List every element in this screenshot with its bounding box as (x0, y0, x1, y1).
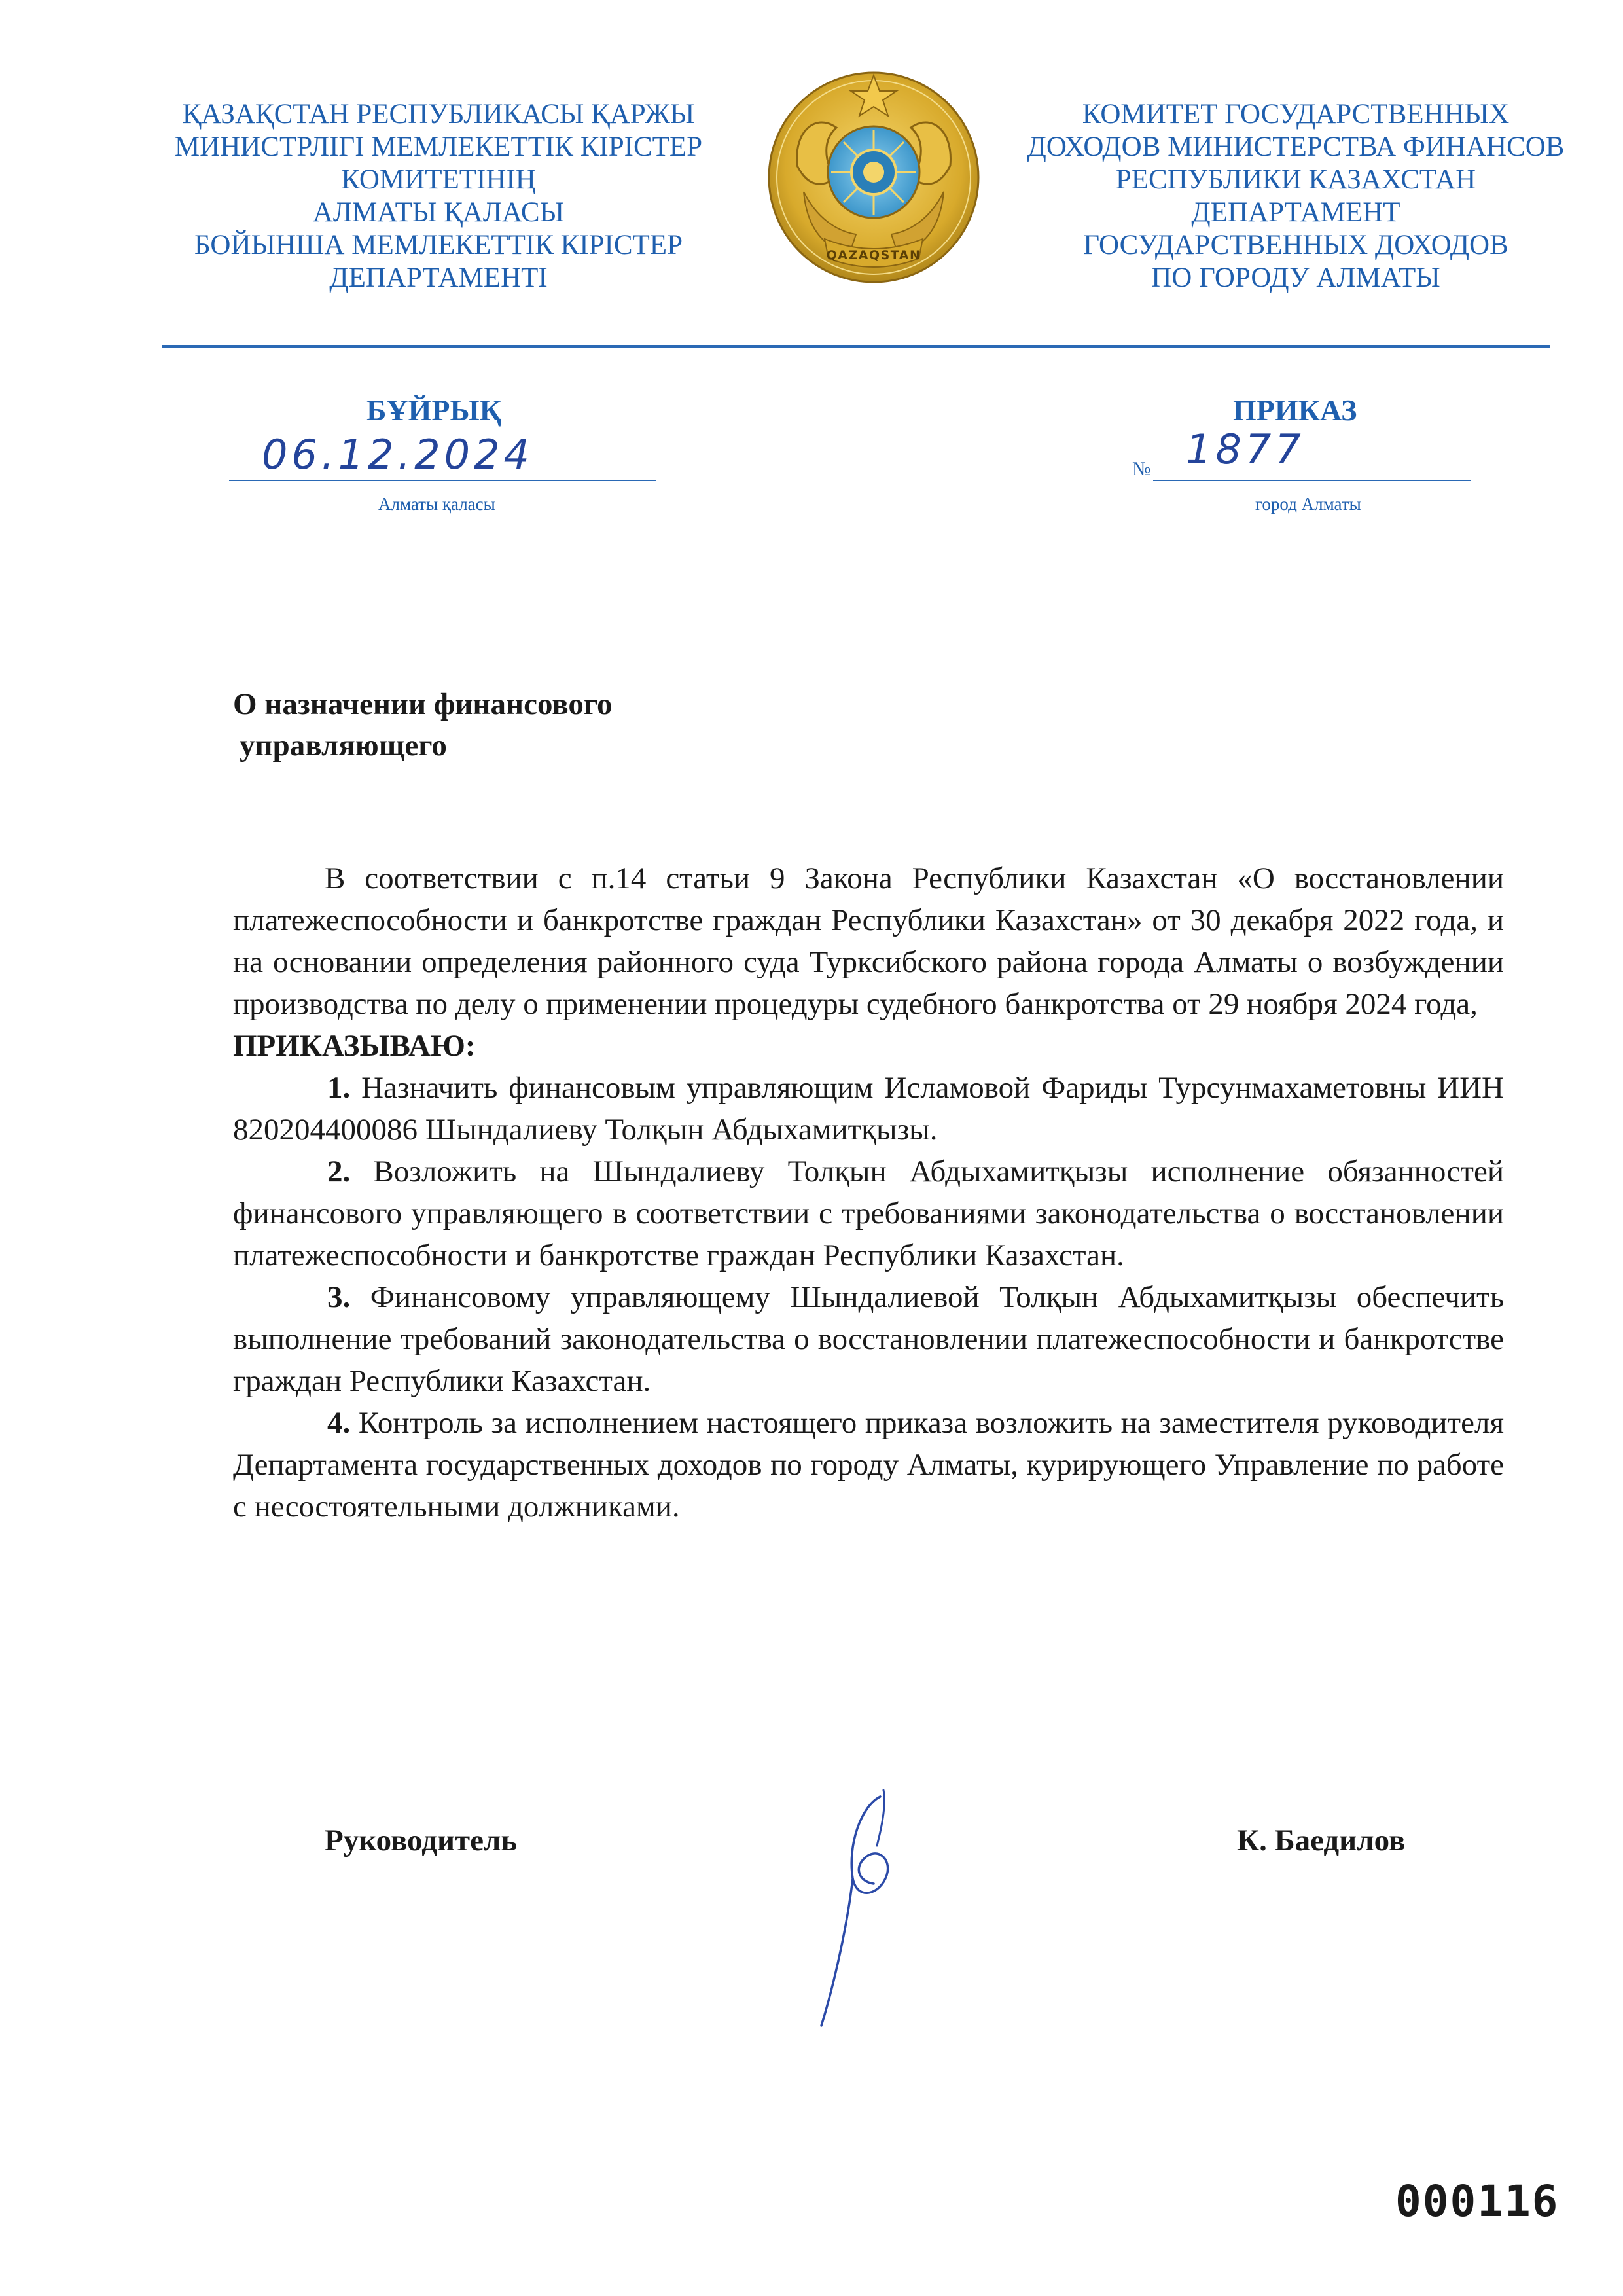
header-line: КОМИТЕТ ГОСУДАРСТВЕННЫХ (1082, 99, 1510, 130)
header-line: ДЕПАРТАМЕНТІ (329, 262, 548, 293)
handwritten-signature-icon (782, 1767, 913, 2029)
header-line: ГОСУДАРСТВЕННЫХ ДОХОДОВ (1083, 230, 1508, 260)
order-item (233, 1276, 1504, 1402)
emblem-ribbon-text: QAZAQSTAN (826, 248, 921, 262)
item-text: Возложить на Шындалиеву Толқын Абдыхамитқызы исполнение обязанностей финансового управляющего в соответствии с требованиями законодательства о восстановлении платежеспособности и банкротстве граждан Республики Казахстан. (233, 1155, 1504, 1272)
item-text: Финансовому управляющему Шындалиевой Толқын Абдыхамитқызы обеспечить выполнение требований законодательства о восстановлении платежеспособности и банкротстве граждан Республики Казахстан. (233, 1280, 1504, 1398)
item-number: 4. (327, 1406, 351, 1440)
item-text: Назначить финансовым управляющим Исламовой Фариды Турсунмахаметовны ИИН 820204400086 Шындалиеву Толқын Абдыхамитқызы. (233, 1071, 1504, 1147)
header-line: МИНИСТРЛІГІ МЕМЛЕКЕТТІК КІРІСТЕР (174, 132, 703, 162)
header-russian (1001, 98, 1590, 295)
order-type-russian: ПРИКАЗ (1233, 393, 1357, 427)
state-emblem-icon (758, 67, 990, 290)
place-kazakh: Алматы қаласы (378, 494, 495, 514)
header-line: РЕСПУБЛИКИ КАЗАХСТАН (1115, 164, 1476, 195)
number-sign: № (1132, 458, 1151, 480)
item-number: 2. (327, 1155, 351, 1189)
header-line: БОЙЫНША МЕМЛЕКЕТТІК КІРІСТЕР (194, 230, 683, 260)
document-serial-number: 000116 (1395, 2176, 1560, 2227)
signatory-name: К. Баедилов (1237, 1823, 1406, 1857)
order-body (233, 857, 1504, 1528)
order-number: 1877 (1186, 425, 1305, 473)
header-line: ҚАЗАҚСТАН РЕСПУБЛИКАСЫ ҚАРЖЫ (182, 99, 695, 130)
header-line: КОМИТЕТІНІҢ (341, 164, 536, 195)
intro-paragraph: В соответствии с п.14 статьи 9 Закона Республики Казахстан «О восстановлении платежеспособности и банкротстве граждан Республики Казахстан» от 30 декабря 2022 года, и на основании определения районного суда Турксибского района города Алматы о возбуждении производства по делу о применении процедуры судебного банкротства от 29 ноября 2024 года, (233, 861, 1504, 1021)
order-item (233, 1151, 1504, 1276)
signatory-title: Руководитель (325, 1823, 518, 1857)
order-subject (233, 684, 613, 766)
place-russian: город Алматы (1255, 494, 1361, 514)
subject-line: управляющего (240, 728, 447, 762)
item-text: Контроль за исполнением настоящего приказа возложить на заместителя руководителя Департамента государственных доходов по городу Алматы, курирующего Управление по работе с несостоятельными должниками. (233, 1406, 1505, 1524)
header-line: ДОХОДОВ МИНИСТЕРСТВА ФИНАНСОВ (1027, 132, 1565, 162)
item-number: 1. (327, 1071, 351, 1105)
subject-line: О назначении финансового (233, 687, 613, 721)
header-line: АЛМАТЫ ҚАЛАСЫ (312, 197, 565, 228)
header-line: ДЕПАРТАМЕНТ (1191, 197, 1400, 228)
number-line (1153, 480, 1471, 481)
directive-text: ПРИКАЗЫВАЮ: (233, 1029, 476, 1063)
header-kazakh (144, 98, 733, 295)
header-line: ПО ГОРОДУ АЛМАТЫ (1151, 262, 1440, 293)
order-type-kazakh: БҰЙРЫҚ (366, 393, 502, 427)
order-date: 06.12.2024 (262, 431, 533, 478)
item-number: 3. (327, 1280, 351, 1314)
order-item (233, 1402, 1504, 1528)
directive (233, 1025, 1504, 1067)
date-line (229, 480, 656, 481)
header-divider (162, 345, 1550, 348)
order-item (233, 1067, 1504, 1151)
